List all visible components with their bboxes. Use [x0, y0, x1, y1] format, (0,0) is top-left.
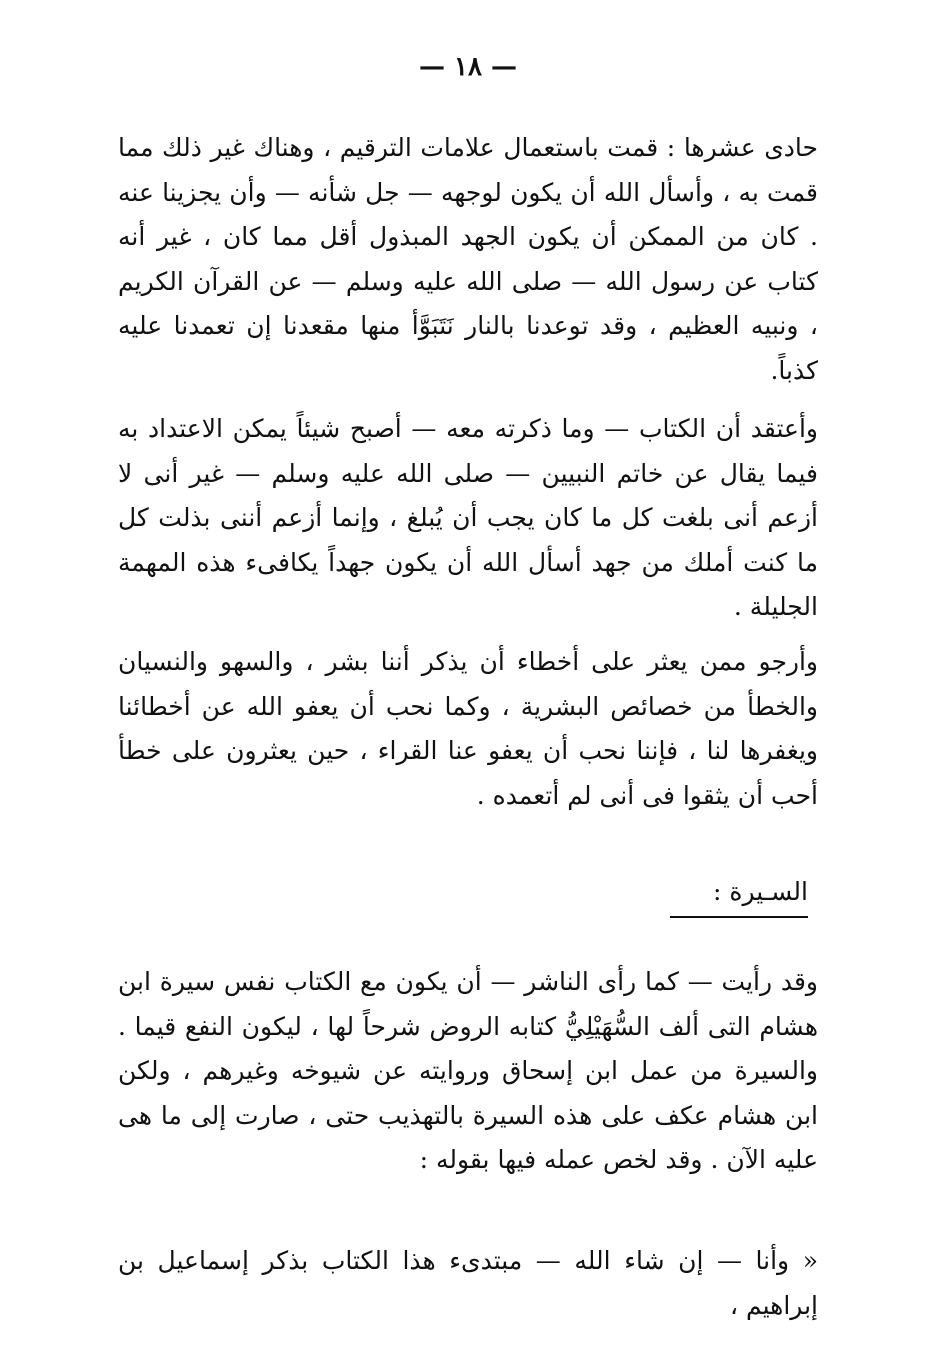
paragraph-quote-start: « وأنا — إن شاء الله — مبتدىء هذا الكتاب بذكر إسماعيل بن إبراهيم ،: [118, 1246, 818, 1320]
section-heading-sira: السـيرة :: [670, 872, 808, 918]
page-number: — ١٨ —: [418, 52, 518, 82]
paragraph-errata-request: وأرجو ممن يعثر على أخطاء أن يذكر أننا بشر ، والسهو والنسيان والخطأ من خصائص البشرية ، وكما نحب أن يعفو الله عن أخطائنا ويغفرها لنا ، فإننا نحب أن يعفو عنا القراء ، حين يعثرون على خطأ أحب أن يثقوا فى أنى لم أتعمده .: [118, 647, 818, 810]
paragraph-sira-intro: وقد رأيت — كما رأى الناشر — أن يكون مع الكتاب نفس سيرة ابن هشام التى ألف السُّهَيْلِيُّ كتابه الروض شرحاً لها ، ليكون النفع قيما . والسيرة من عمل ابن إسحاق وروايته عن شيوخه وغيرهم ، ولكن ابن هشام عكف على هذه السيرة بالتهذيب حتى ، صارت إلى ما هى عليه الآن . وقد لخص عمله فيها بقوله :: [118, 967, 818, 1174]
paragraph-methodology: حادى عشرها : قمت باستعمال علامات الترقيم ، وهناك غير ذلك مما قمت به ، وأسأل الله أن يكون لوجهه — جل شأنه — وأن يجزينا عنه . كان من الممكن أن يكون الجهد المبذول أقل مما كان ، غير أنه كتاب عن رسول الله — صلى الله عليه وسلم — عن القرآن الكريم ، ونبيه العظيم ، وقد توعدنا بالنار نَتَبَوَّأ منها مقعدنا إن تعمدنا عليه كذباً.: [118, 133, 818, 385]
paragraph-belief: وأعتقد أن الكتاب — وما ذكرته معه — أصبح شيئاً يمكن الاعتداد به فيما يقال عن خاتم النبيين — صلى الله عليه وسلم — غير أنى لا أزعم أنى بلغت كل ما كان يجب أن يُبلغ ، وإنما أزعم أننى بذلت كل ما كنت أملك من جهد أسأل الله أن يكون جهداً يكافىء هذه المهمة الجليلة .: [118, 414, 818, 621]
